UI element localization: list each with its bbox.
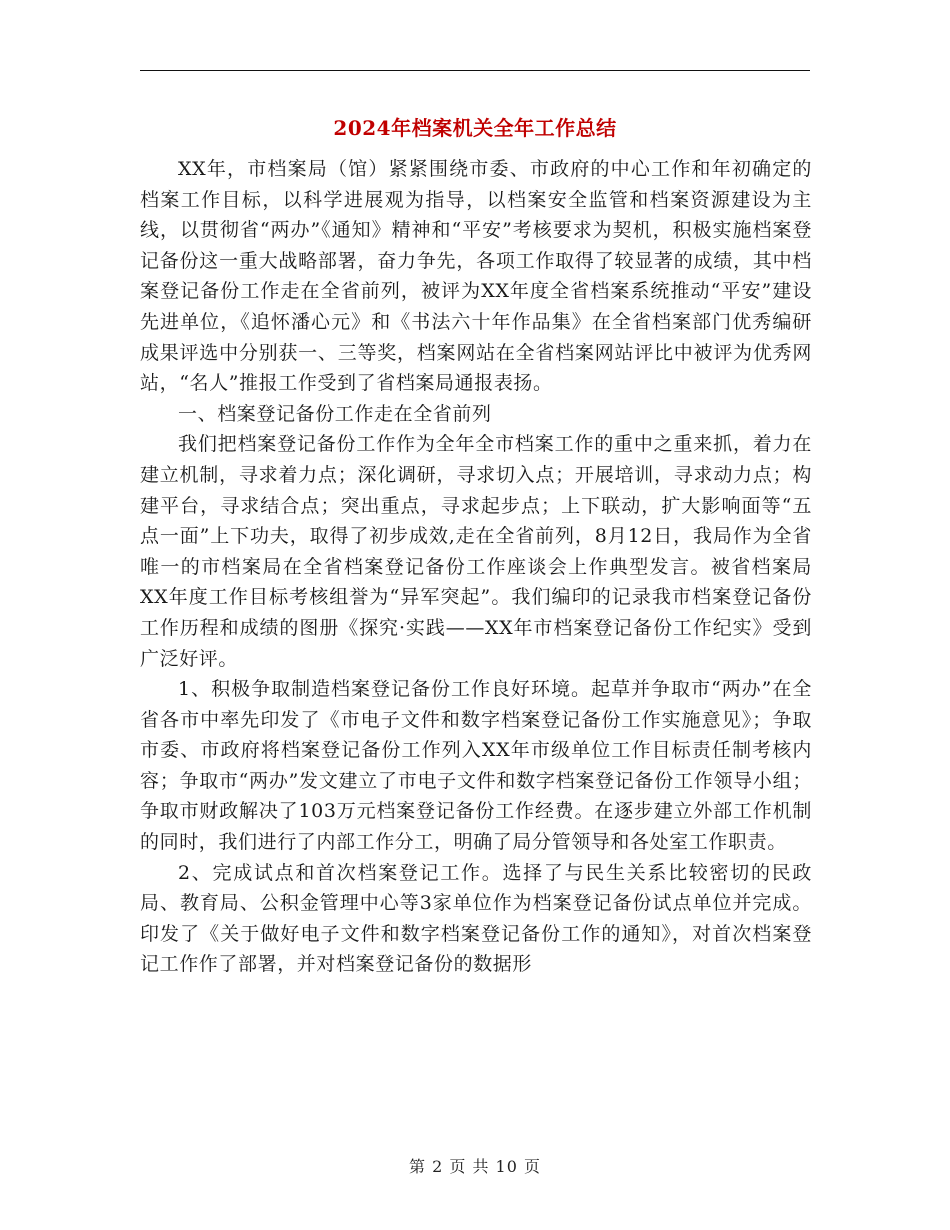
paragraph-intro: XX年，市档案局（馆）紧紧围绕市委、市政府的中心工作和年初确定的档案工作目标，以科学进展观为指导，以档案安全监管和档案资源建设为主线，以贯彻省“两办”《通知》精神和“平安”考核要求为契机，积极实施档案登记备份这一重大战略部署，奋力争先，各项工作取得了较显著的成绩，其中档案登记备份工作走在全省前列，被评为XX年度全省档案系统推动“平安”建设先进单位，《追怀潘心元》和《书法六十年作品集》在全省档案部门优秀编研成果评选中分别获一、三等奖，档案网站在全省档案网站评比中被评为优秀网站，“名人”推报工作受到了省档案局通报表扬。 (140, 158, 812, 395)
paragraph-item-1: 1、积极争取制造档案登记备份工作良好环境。起草并争取市“两办”在全省各市中率先印发了《市电子文件和数字档案登记备份工作实施意见》；争取市委、市政府将档案登记备份工作列入XX年市级单位工作目标责任制考核内容；争取市“两办”发文建立了市电子文件和数字档案登记备份工作领导小组；争取市财政解决了103万元档案登记备份工作经费。在逐步建立外部工作机制的同时，我们进行了内部工作分工，明确了局分管领导和各处室工作职责。 (140, 678, 812, 854)
page-indicator: 第 2 页 共 10 页 (409, 1157, 541, 1176)
section-heading: 一、档案登记备份工作走在全省前列 (178, 402, 492, 425)
document-body (140, 154, 812, 980)
document-title: 2024年档案机关全年工作总结 (333, 116, 617, 140)
paragraph-item-2: 2、完成试点和首次档案登记工作。选择了与民生关系比较密切的民政局、教育局、公积金管理中心等3家单位作为档案登记备份试点单位并完成。印发了《关于做好电子文件和数字档案登记备份工作的通知》，对首次档案登记工作作了部署，并对档案登记备份的数据形 (140, 861, 812, 976)
header-rule (140, 70, 810, 71)
paragraph-section-body: 我们把档案登记备份工作作为全年全市档案工作的重中之重来抓，着力在建立机制，寻求着力点；深化调研，寻求切入点；开展培训，寻求动力点；构建平台，寻求结合点；突出重点，寻求起步点；上下联动，扩大影响面等“五点一面”上下功夫，取得了初步成效,走在全省前列，8月12日，我局作为全省唯一的市档案局在全省档案登记备份工作座谈会上作典型发言。被省档案局XX年度工作目标考核组誉为“异军突起”。我们编印的记录我市档案登记备份工作历程和成绩的图册《探究·实践——XX年市档案登记备份工作纪实》受到广泛好评。 (140, 433, 812, 670)
